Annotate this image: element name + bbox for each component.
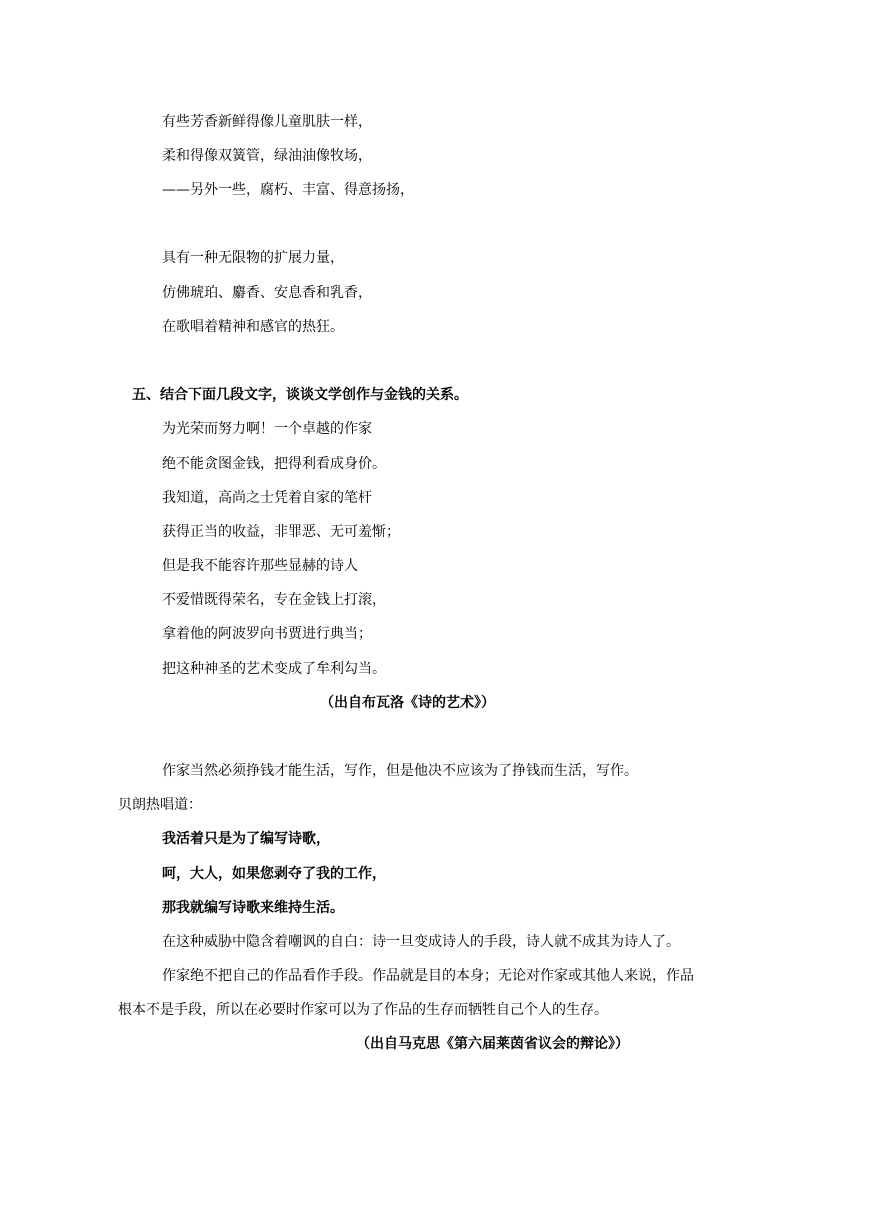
paragraph-line: 作家当然必须挣钱才能生活，写作，但是他决不应该为了挣钱而生活，写作。 [162, 763, 638, 779]
poem-line: 绝不能贪图金钱，把得利看成身价。 [162, 456, 386, 472]
paragraph-line: 贝朗热唱道： [118, 797, 202, 813]
source-citation: （出自马克思《第六届莱茵省议会的辩论》） [356, 1036, 629, 1052]
poem-line: 不爱惜既得荣名，专在金钱上打滚， [162, 592, 386, 608]
poem-line: 我知道，高尚之士凭着自家的笔杆 [162, 490, 372, 506]
section-heading: 五、结合下面几段文字，谈谈文学创作与金钱的关系。 [132, 387, 468, 403]
poem-line: 拿着他的阿波罗向书贾进行典当； [162, 626, 372, 642]
poem-line: 具有一种无限物的扩展力量， [162, 250, 344, 266]
poem-line: 但是我不能容许那些显赫的诗人 [162, 558, 358, 574]
poem-line: ——另外一些，腐朽、丰富、得意扬扬， [162, 182, 414, 198]
paragraph-line: 在这种威胁中隐含着嘲讽的自白：诗一旦变成诗人的手段，诗人就不成其为诗人了。 [162, 934, 680, 950]
paragraph-line: 作家绝不把自己的作品看作手段。作品就是目的本身；无论对作家或其他人来说，作品 [162, 968, 694, 984]
paragraph-line: 根本不是手段，所以在必要时作家可以为了作品的生存而牺牲自己个人的生存。 [118, 1002, 608, 1018]
quote-line: 那我就编写诗歌来维持生活。 [162, 900, 344, 916]
poem-line: 获得正当的收益，非罪恶、无可羞惭； [162, 524, 400, 540]
quote-line: 呵，大人，如果您剥夺了我的工作， [162, 866, 386, 882]
poem-line: 把这种神圣的艺术变成了牟利勾当。 [162, 661, 386, 677]
quote-line: 我活着只是为了编写诗歌， [162, 831, 330, 847]
poem-line: 为光荣而努力啊！一个卓越的作家 [162, 421, 372, 437]
poem-line: 柔和得像双簧管，绿油油像牧场， [162, 148, 372, 164]
source-citation: （出自布瓦洛《诗的艺术》） [320, 695, 495, 711]
poem-line: 有些芳香新鲜得像儿童肌肤一样， [162, 114, 372, 130]
poem-line: 仿佛琥珀、麝香、安息香和乳香， [162, 285, 372, 301]
poem-line: 在歌唱着精神和感官的热狂。 [162, 319, 344, 335]
